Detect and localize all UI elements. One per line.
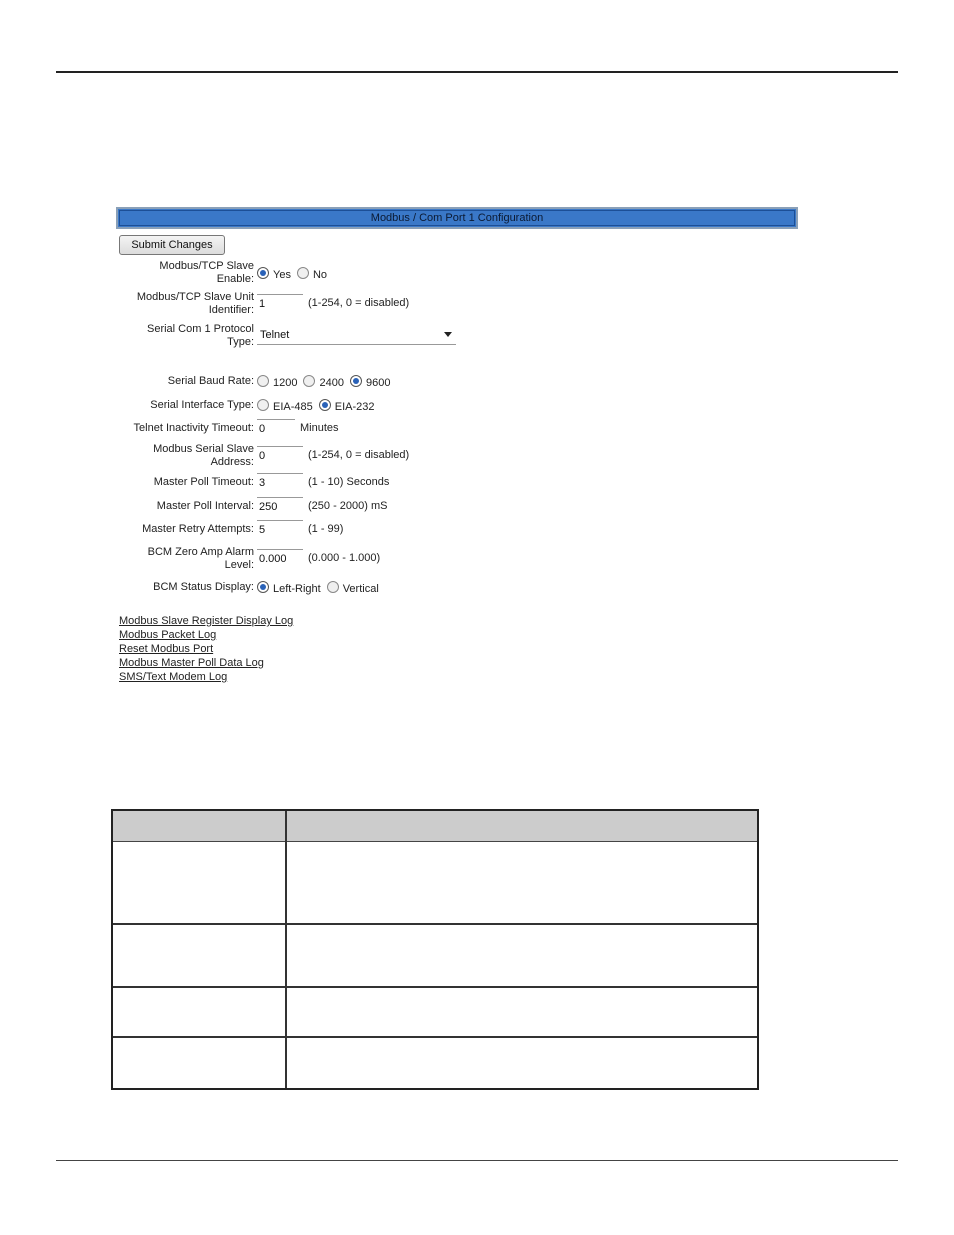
poll-timeout-input[interactable] — [257, 473, 303, 491]
poll-timeout-hint: (1 - 10) Seconds — [308, 476, 390, 488]
footer-rule — [56, 1160, 898, 1161]
table-row-divider — [113, 1036, 757, 1038]
slave-enable-no-radio[interactable] — [297, 267, 309, 279]
slave-enable-label-2: Enable: — [216, 273, 254, 285]
row-retry — [116, 520, 802, 540]
slave-enable-yes-radio[interactable] — [257, 267, 269, 279]
row-poll-timeout — [116, 473, 802, 493]
bcm-vertical-radio[interactable] — [327, 581, 339, 593]
panel-title: Modbus / Com Port 1 Configuration — [116, 207, 798, 229]
protocol-label-2: Type: — [227, 336, 254, 348]
slave-enable-yes-label: Yes — [273, 269, 291, 281]
serial-slave-hint: (1-254, 0 = disabled) — [308, 449, 410, 461]
row-unit-id — [116, 291, 802, 319]
config-panel — [116, 207, 802, 687]
interface-label: Serial Interface Type: — [150, 399, 254, 411]
interface-232-label: EIA-232 — [334, 401, 375, 413]
telnet-timeout-input[interactable] — [257, 419, 295, 437]
telnet-timeout-label: Telnet Inactivity Timeout: — [133, 422, 254, 434]
interface-232-radio[interactable] — [319, 399, 331, 411]
baud-label: Serial Baud Rate: — [167, 375, 254, 387]
serial-slave-input[interactable] — [257, 446, 303, 464]
protocol-select[interactable] — [257, 327, 456, 345]
interface-485-radio[interactable] — [257, 399, 269, 411]
link-master-poll-log[interactable]: Modbus Master Poll Data Log — [119, 657, 264, 669]
slave-enable-no-label: No — [312, 269, 328, 281]
poll-interval-label: Master Poll Interval: — [156, 500, 254, 512]
row-bcm-alarm — [116, 546, 802, 574]
bcm-alarm-input[interactable] — [257, 549, 303, 567]
poll-interval-input[interactable] — [257, 497, 303, 515]
row-serial-slave — [116, 443, 802, 471]
protocol-select-value: Telnet — [260, 329, 290, 341]
bcm-left-right-radio[interactable] — [257, 581, 269, 593]
bcm-alarm-label-1: BCM Zero Amp Alarm — [147, 546, 254, 558]
interface-485-label: EIA-485 — [273, 401, 313, 413]
serial-slave-label-2: Address: — [210, 456, 254, 468]
row-bcm-display — [116, 579, 802, 597]
baud-2400-label: 2400 — [319, 377, 344, 389]
row-poll-interval — [116, 497, 802, 517]
retry-hint: (1 - 99) — [308, 523, 344, 535]
table-column-divider — [285, 811, 287, 1088]
poll-interval-hint: (250 - 2000) mS — [308, 500, 388, 512]
baud-9600-radio[interactable] — [350, 375, 362, 387]
slave-enable-label-1: Modbus/TCP Slave — [159, 260, 254, 272]
submit-changes-button[interactable]: Submit Changes — [119, 235, 225, 255]
table-row-divider — [113, 923, 757, 925]
link-slave-register-log[interactable]: Modbus Slave Register Display Log — [119, 615, 294, 627]
description-table — [111, 809, 759, 1090]
unit-id-hint: (1-254, 0 = disabled) — [308, 297, 410, 309]
baud-1200-radio[interactable] — [257, 375, 269, 387]
baud-2400-radio[interactable] — [303, 375, 315, 387]
log-links — [119, 614, 293, 684]
bcm-display-label: BCM Status Display: — [153, 581, 254, 593]
link-sms-modem-log[interactable]: SMS/Text Modem Log — [119, 671, 228, 683]
link-reset-port[interactable]: Reset Modbus Port — [119, 643, 214, 655]
retry-label: Master Retry Attempts: — [142, 523, 254, 535]
protocol-label-1: Serial Com 1 Protocol — [147, 323, 254, 335]
retry-input[interactable] — [257, 520, 303, 538]
row-interface — [116, 397, 802, 415]
chevron-down-icon — [444, 332, 452, 337]
unit-id-input[interactable] — [257, 294, 303, 312]
row-telnet-timeout — [116, 419, 802, 439]
unit-id-label-2: Identifier: — [208, 304, 254, 316]
telnet-timeout-hint: Minutes — [300, 422, 339, 434]
table-header — [113, 811, 757, 842]
bcm-left-right-label: Left-Right — [273, 583, 321, 595]
table-row-divider — [113, 986, 757, 988]
baud-9600-label: 9600 — [365, 377, 391, 389]
row-protocol — [116, 323, 802, 351]
unit-id-label-1: Modbus/TCP Slave Unit — [136, 291, 254, 303]
serial-slave-label-1: Modbus Serial Slave — [153, 443, 254, 455]
bcm-vertical-label: Vertical — [342, 583, 379, 595]
header-rule — [56, 71, 898, 73]
link-packet-log[interactable]: Modbus Packet Log — [119, 629, 217, 641]
poll-timeout-label: Master Poll Timeout: — [153, 476, 254, 488]
baud-1200-label: 1200 — [273, 377, 298, 389]
bcm-alarm-hint: (0.000 - 1.000) — [308, 552, 381, 564]
row-slave-enable — [116, 260, 802, 288]
row-baud — [116, 373, 802, 391]
bcm-alarm-label-2: Level: — [224, 559, 254, 571]
